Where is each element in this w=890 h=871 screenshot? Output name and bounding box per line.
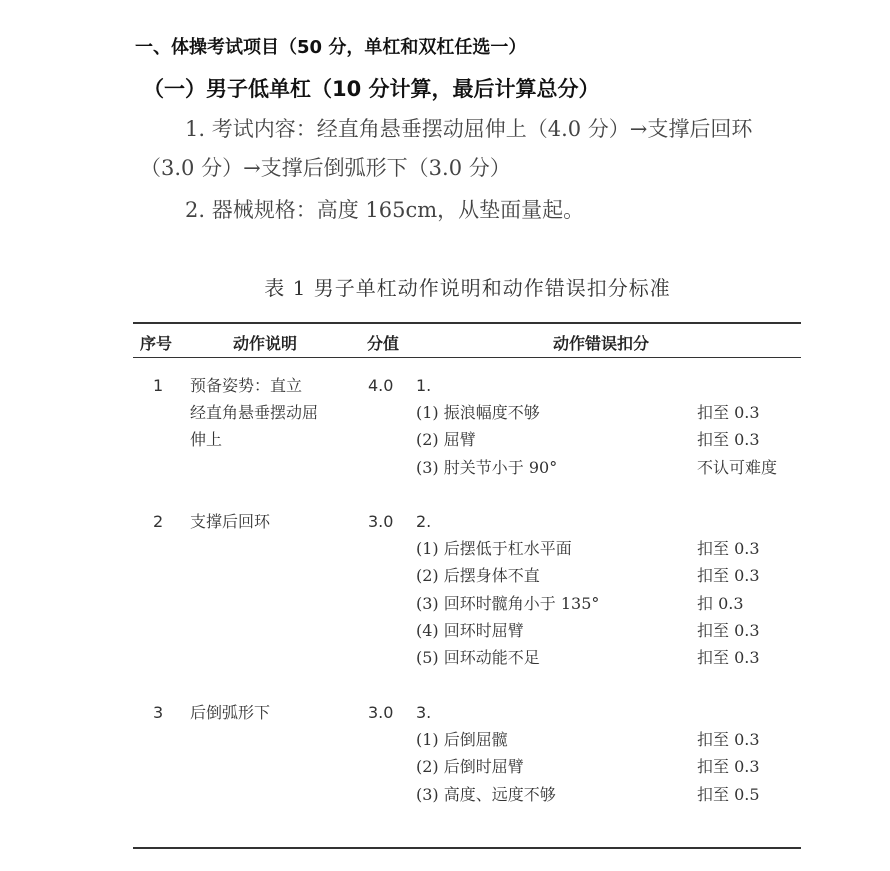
error-deduction: 扣至 0.3: [697, 620, 760, 640]
header-index: 序号: [140, 334, 173, 353]
table-header-rule: [133, 357, 801, 358]
row-item-number: 3.: [416, 703, 432, 722]
error-description: (1) 振浪幅度不够: [416, 403, 540, 423]
row-value: 4.0: [368, 376, 394, 395]
row-description: 经直角悬垂摆动屈: [190, 403, 319, 423]
row-description: 后倒弧形下: [190, 703, 271, 722]
error-description: (3) 高度、远度不够: [416, 784, 556, 804]
table-bottom-rule: [133, 847, 801, 849]
row-value: 3.0: [368, 703, 394, 722]
row-item-number: 1.: [416, 376, 432, 395]
exam-content-line1: 1. 考试内容：经直角悬垂摆动屈伸上（4.0 分）→支撑后回环: [185, 117, 753, 141]
header-deductions: 动作错误扣分: [553, 334, 650, 353]
row-description: 预备姿势：直立: [190, 376, 303, 395]
row-value: 3.0: [368, 512, 394, 531]
row-index: 1: [153, 376, 164, 395]
error-description: (4) 回环时屈臂: [416, 620, 524, 640]
section-heading: 一、体操考试项目（50 分，单杠和双杠任选一）: [135, 37, 527, 58]
header-description: 动作说明: [233, 334, 298, 353]
table-top-rule: [133, 322, 801, 324]
error-description: (3) 肘关节小于 90°: [416, 457, 558, 477]
error-deduction: 扣至 0.3: [697, 757, 760, 777]
error-deduction: 扣至 0.3: [697, 403, 760, 423]
error-deduction: 扣至 0.3: [697, 539, 760, 559]
header-value: 分值: [367, 334, 400, 353]
error-deduction: 扣至 0.3: [697, 648, 760, 667]
error-description: (2) 后摆身体不直: [416, 566, 540, 586]
row-item-number: 2.: [416, 512, 432, 531]
row-index: 3: [153, 703, 164, 722]
exam-content-line2: （3.0 分）→支撑后倒弧形下（3.0 分）: [140, 156, 511, 180]
error-deduction: 扣至 0.3: [697, 730, 760, 750]
error-description: (1) 后倒屈髋: [416, 730, 508, 750]
subsection-heading: （一）男子低单杠（10 分计算，最后计算总分）: [143, 77, 600, 101]
error-description: (1) 后摆低于杠水平面: [416, 539, 572, 559]
error-deduction: 不认可难度: [697, 457, 778, 477]
error-deduction: 扣至 0.3: [697, 430, 760, 450]
equipment-spec: 2. 器械规格：高度 165cm，从垫面量起。: [185, 198, 585, 222]
error-deduction: 扣至 0.3: [697, 566, 760, 586]
table-caption: 表 1 男子单杠动作说明和动作错误扣分标准: [264, 276, 671, 300]
row-index: 2: [153, 512, 164, 531]
error-description: (5) 回环动能不足: [416, 648, 540, 667]
error-description: (3) 回环时髋角小于 135°: [416, 593, 600, 613]
error-description: (2) 屈臂: [416, 430, 476, 450]
row-description: 支撑后回环: [190, 512, 271, 531]
error-deduction: 扣 0.3: [697, 593, 744, 613]
error-deduction: 扣至 0.5: [697, 784, 760, 804]
error-description: (2) 后倒时屈臂: [416, 757, 524, 777]
row-description: 伸上: [190, 430, 223, 450]
